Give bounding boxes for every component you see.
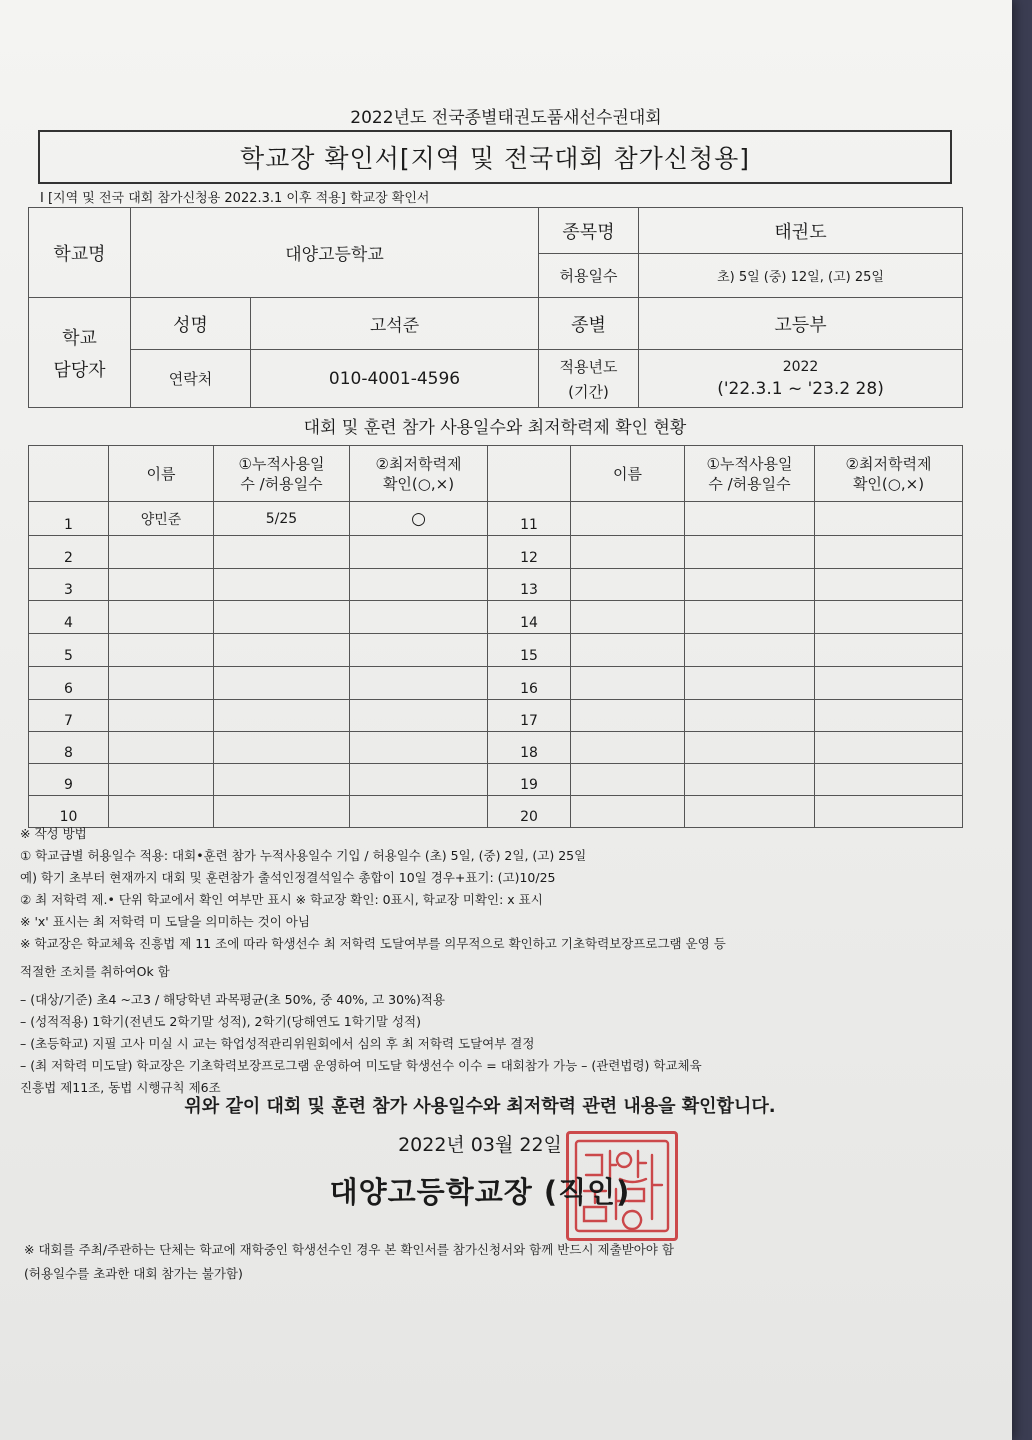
header-days-line1: ①누적사용일 — [706, 454, 793, 473]
cell-check — [815, 634, 963, 667]
header-check-line1: ②최저학력제 — [375, 454, 462, 473]
cell-name — [571, 569, 685, 601]
sub-title: I [지역 및 전국 대회 참가신청용 2022.3.1 이후 적용] 학교장 확인서 — [40, 191, 430, 206]
footer-line: ※ 대회를 주최/주관하는 단체는 학교에 재학중인 학생선수인 경우 본 확인서를 참가신청서와 함께 반드시 제출받아야 함 — [24, 1242, 674, 1257]
instruction-line: – (초등학교) 지필 고사 미실 시 교는 학업성적관리위원회에서 심의 후 최 저학력 도달여부 결정 — [20, 1036, 535, 1051]
cell-name — [109, 536, 214, 569]
allowed-days-label: 허용일수 — [539, 254, 639, 298]
form-title-text: 학교장 확인서[지역 및 전국대회 참가신청용] — [240, 144, 750, 173]
cell-no: 3 — [29, 569, 109, 601]
cell-check — [815, 732, 963, 764]
instruction-line: – (성적적용) 1학기(전년도 2학기말 성적), 2학기(당해연도 1학기말 성적) — [20, 1014, 421, 1029]
name-value: 고석준 — [251, 298, 539, 350]
year-value: 2022 — [782, 358, 819, 375]
cell-check — [350, 634, 488, 667]
instruction-line: – (최 저학력 미도달) 학교장은 기초학력보장프로그램 운영하여 미도달 학생선수 이수 = 대회참가 가능 – (관련법령) 학교체육 — [20, 1058, 702, 1073]
cell-check — [350, 700, 488, 732]
cell-days — [214, 667, 350, 700]
header-check-line2: 확인(○,×) — [382, 474, 455, 493]
table-row — [29, 536, 963, 569]
cell-check: ○ — [350, 502, 488, 536]
cell-check — [350, 601, 488, 634]
header-no-left — [29, 446, 109, 502]
instruction-line: 예) 학기 초부터 현재까지 대회 및 훈련참가 출석인정결석일수 총합이 10일 경우+표기: (고)10/25 — [20, 870, 556, 885]
cell-no: 5 — [29, 634, 109, 667]
cell-no: 1 — [29, 502, 109, 536]
header-days-line2: 수 /허용일수 — [240, 474, 323, 493]
cell-check — [815, 667, 963, 700]
cell-name — [109, 601, 214, 634]
table-row — [29, 700, 963, 732]
name-label: 성명 — [131, 298, 251, 350]
header-check-line2: 확인(○,×) — [852, 474, 925, 493]
cell-no: 12 — [488, 536, 571, 569]
cell-no: 7 — [29, 700, 109, 732]
cell-name — [109, 569, 214, 601]
writing-instructions — [20, 823, 920, 1099]
event-label: 종목명 — [539, 208, 639, 254]
confirmation-date: 2022년 03월 22일 — [398, 1134, 562, 1156]
cell-check — [350, 536, 488, 569]
period-label-line2: (기간) — [568, 382, 609, 401]
cell-no: 19 — [488, 764, 571, 796]
cell-no: 17 — [488, 700, 571, 732]
cell-check — [350, 732, 488, 764]
header-days-left — [214, 446, 350, 502]
cell-days — [685, 732, 815, 764]
instruction-line: ※ 'x' 표시는 최 저학력 미 도달을 의미하는 것이 아님 — [20, 914, 310, 929]
contact-person-label — [29, 298, 131, 408]
cell-name — [109, 732, 214, 764]
cell-no: 18 — [488, 732, 571, 764]
cell-check — [815, 601, 963, 634]
cell-name — [571, 634, 685, 667]
header-days-right — [685, 446, 815, 502]
cell-no: 15 — [488, 634, 571, 667]
cell-name — [109, 700, 214, 732]
table-row — [29, 732, 963, 764]
cell-name — [571, 764, 685, 796]
period-value — [639, 350, 963, 408]
table-row — [29, 667, 963, 700]
cell-days — [214, 569, 350, 601]
cell-no: 4 — [29, 601, 109, 634]
cell-name — [571, 601, 685, 634]
confirmation-statement: 위와 같이 대회 및 훈련 참가 사용일수와 최저학력 관련 내용을 확인합니다. — [184, 1096, 776, 1117]
cell-no: 16 — [488, 667, 571, 700]
category-label: 종별 — [539, 298, 639, 350]
phone-label: 연락처 — [131, 350, 251, 408]
cell-check — [815, 764, 963, 796]
cell-no: 8 — [29, 732, 109, 764]
cell-no: 20 — [488, 796, 571, 828]
allowed-days-value: 초) 5일 (중) 12일, (고) 25일 — [639, 254, 963, 298]
school-name-value: 대양고등학교 — [131, 208, 539, 298]
cell-check — [815, 536, 963, 569]
instruction-line: 진흥법 제11조, 동법 시행규칙 제6조 — [20, 1080, 221, 1095]
form-title — [38, 130, 952, 184]
table-row — [29, 634, 963, 667]
cell-name — [109, 634, 214, 667]
cell-no: 14 — [488, 601, 571, 634]
cell-days — [214, 732, 350, 764]
cell-check — [815, 700, 963, 732]
instruction-line: ① 학교급별 허용일수 적용: 대회•훈련 참가 누적사용일수 기입 / 허용일수 (초) 5일, (중) 2일, (고) 25일 — [20, 848, 587, 863]
cell-no: 6 — [29, 667, 109, 700]
cell-no: 13 — [488, 569, 571, 601]
cell-days: 5/25 — [214, 502, 350, 536]
cell-days — [214, 764, 350, 796]
cell-days — [685, 601, 815, 634]
cell-days — [685, 569, 815, 601]
phone-value: 010-4001-4596 — [251, 350, 539, 408]
cell-days — [685, 502, 815, 536]
instruction-line: ② 최 저학력 제.• 단위 학교에서 확인 여부만 표시 ※ 학교장 확인: 0표시, 학교장 미확인: x 표시 — [20, 892, 543, 907]
event-value: 태권도 — [639, 208, 963, 254]
cell-check — [815, 569, 963, 601]
category-value: 고등부 — [639, 298, 963, 350]
cell-name — [571, 536, 685, 569]
cell-name — [109, 764, 214, 796]
cell-name — [571, 700, 685, 732]
table-row — [29, 569, 963, 601]
header-days-line2: 수 /허용일수 — [708, 474, 791, 493]
header-check-left — [350, 446, 488, 502]
header-check-right — [815, 446, 963, 502]
usage-table — [28, 445, 963, 828]
header-name-right: 이름 — [571, 446, 685, 502]
instruction-line: 적절한 조치를 취하여Ok 함 — [20, 964, 170, 979]
cell-no: 10 — [29, 796, 109, 828]
header-days-line1: ①누적사용일 — [238, 454, 325, 473]
cell-days — [685, 536, 815, 569]
cell-days — [214, 536, 350, 569]
header-name-left: 이름 — [109, 446, 214, 502]
period-range: ('22.3.1 ~ '23.2 28) — [717, 378, 884, 399]
cell-days — [214, 634, 350, 667]
cell-check — [350, 667, 488, 700]
event-title: 2022년도 전국종별태권도품새선수권대회 — [350, 108, 662, 128]
cell-check — [350, 764, 488, 796]
contact-person-label-line2: 담당자 — [53, 359, 106, 381]
usage-section-title: 대회 및 훈련 참가 사용일수와 최저학력제 확인 현황 — [303, 418, 687, 438]
period-label — [539, 350, 639, 408]
cell-days — [685, 764, 815, 796]
cell-name — [571, 732, 685, 764]
table-row — [29, 764, 963, 796]
signer: 대양고등학교장 (직인) — [329, 1175, 631, 1209]
instruction-line: ※ 학교장은 학교체육 진흥법 제 11 조에 따라 학생선수 최 저학력 도달여부를 의무적으로 확인하고 기초학력보장프로그램 운영 등 — [20, 936, 726, 951]
footer-line: (허용일수를 초과한 대회 참가는 불가함) — [24, 1266, 243, 1281]
cell-days — [685, 700, 815, 732]
cell-no: 2 — [29, 536, 109, 569]
footer-notice — [24, 1238, 924, 1286]
cell-name — [571, 502, 685, 536]
header-check-line1: ②최저학력제 — [845, 454, 932, 473]
instruction-line: ※ 작성 방법 — [20, 826, 87, 841]
cell-no: 11 — [488, 502, 571, 536]
instruction-line: – (대상/기준) 초4 ~고3 / 해당학년 과목평균(초 50%, 중 40%, 고 30%)적용 — [20, 992, 445, 1007]
cell-days — [685, 667, 815, 700]
cell-check — [815, 502, 963, 536]
school-info-table — [28, 207, 963, 408]
cell-name — [109, 667, 214, 700]
cell-days — [214, 601, 350, 634]
cell-days — [214, 700, 350, 732]
contact-person-label-line1: 학교 — [62, 327, 97, 349]
school-name-label: 학교명 — [29, 208, 131, 298]
cell-name — [571, 667, 685, 700]
cell-name: 양민준 — [109, 502, 214, 536]
cell-no: 9 — [29, 764, 109, 796]
table-row — [29, 502, 963, 536]
period-label-line1: 적용년도 — [559, 357, 618, 376]
header-no-right — [488, 446, 571, 502]
cell-days — [685, 634, 815, 667]
table-row — [29, 601, 963, 634]
cell-check — [350, 569, 488, 601]
